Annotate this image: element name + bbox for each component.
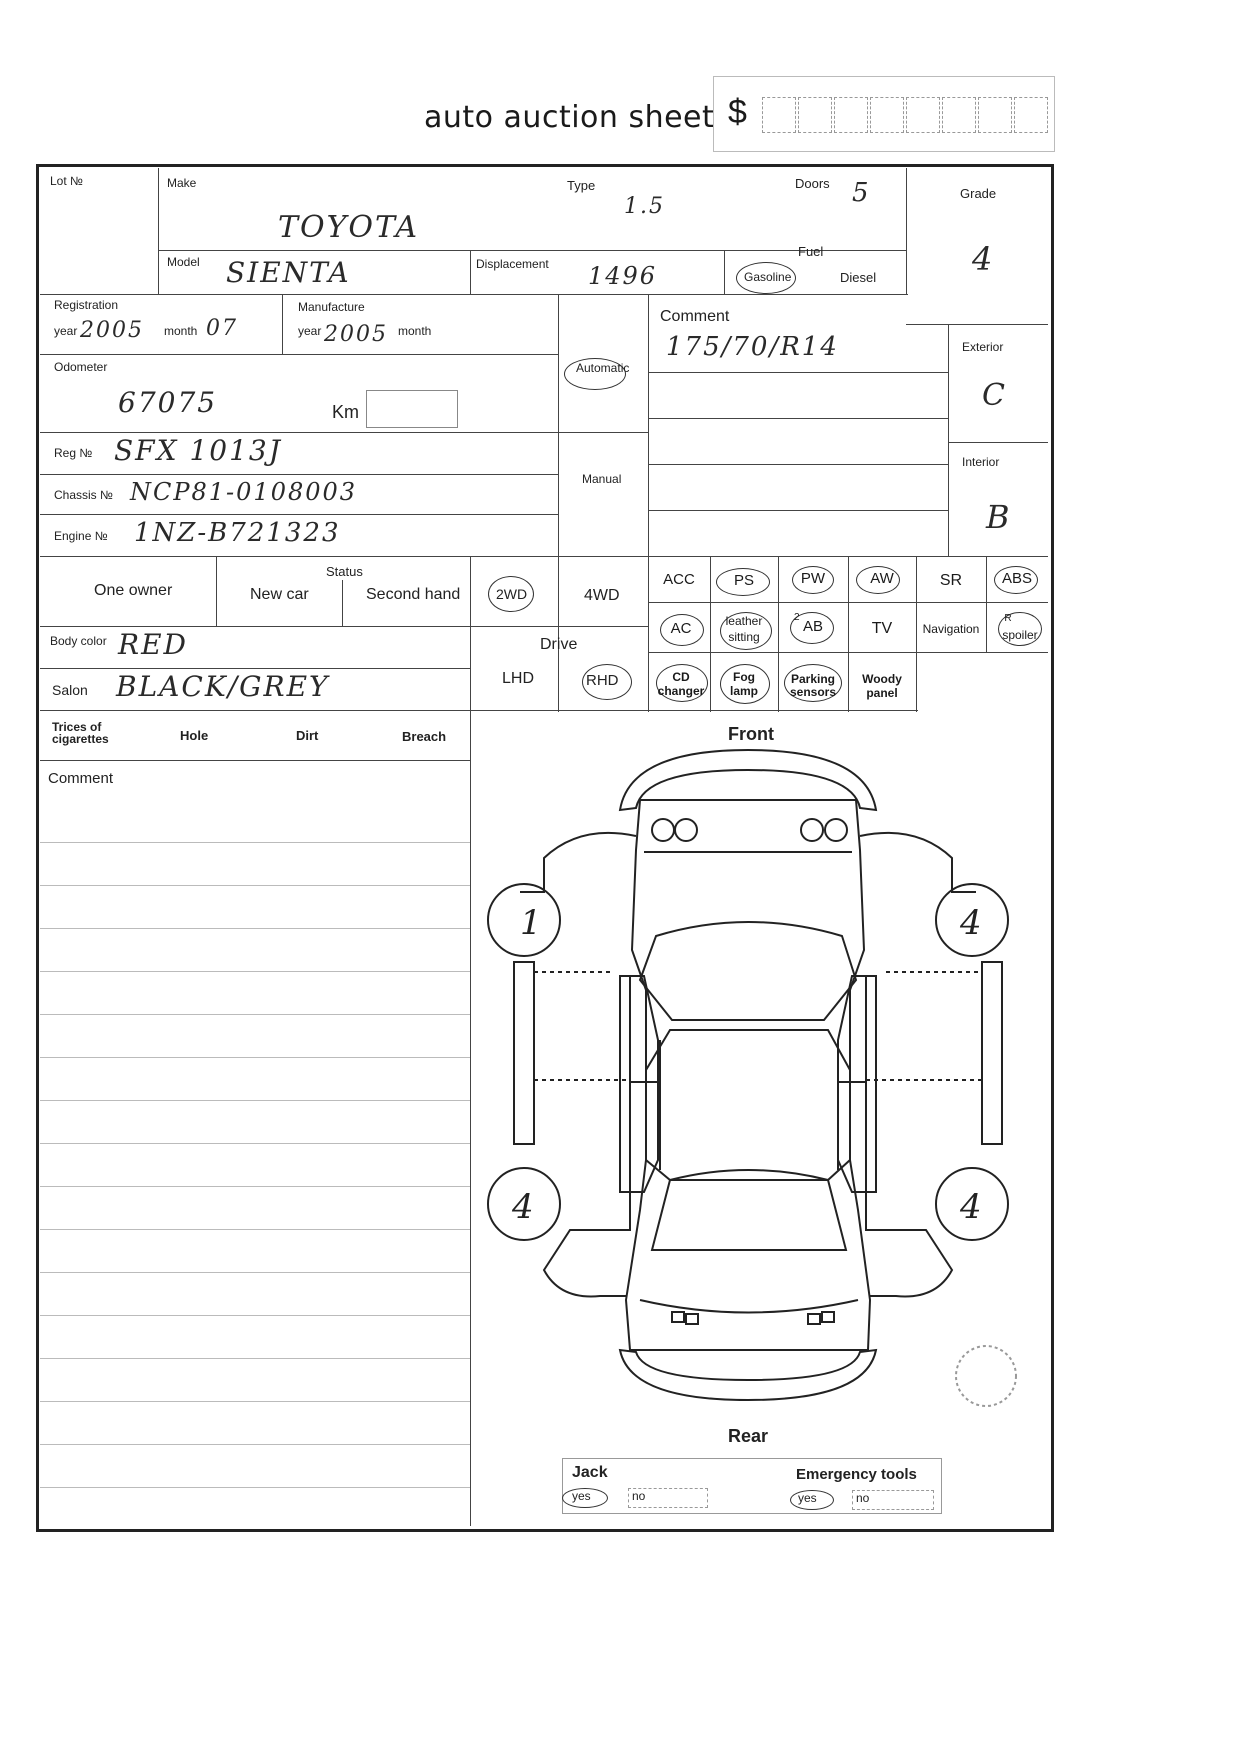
fuel-option-gasoline[interactable]: Gasoline (744, 270, 792, 284)
rear-right-fender (866, 1192, 952, 1296)
mfg-year-value[interactable]: 2005 (324, 322, 388, 347)
type-label: Type (567, 178, 596, 193)
make-label: Make (167, 176, 197, 190)
wheel-front-right-value: 4 (960, 903, 982, 943)
chassis-label: Chassis № (54, 488, 113, 502)
defect-breach[interactable]: Breach (402, 729, 447, 744)
option-leather-line2[interactable]: sitting (728, 630, 760, 644)
chassis-value[interactable]: NCP81-0108003 (130, 478, 358, 506)
right-mirror-area (838, 976, 876, 1192)
interior-value[interactable]: B (986, 498, 1012, 536)
sheet-title: auto auction sheet (424, 100, 715, 135)
reg-month-label: month (164, 324, 198, 338)
option-fog-line2[interactable]: lamp (729, 684, 758, 698)
doors-value[interactable]: 5 (852, 178, 871, 208)
option-spoiler-line1[interactable]: R (1004, 613, 1012, 624)
rear-window (652, 1170, 846, 1250)
option-pw[interactable]: PW (800, 570, 826, 587)
displacement-value[interactable]: 1496 (588, 262, 658, 290)
drive-label: Drive (540, 636, 578, 653)
option-navigation[interactable]: Navigation (922, 622, 980, 636)
car-damage-diagram[interactable] (480, 740, 1040, 1420)
drive-rhd[interactable]: RHD (586, 672, 619, 689)
option-parking-line1[interactable]: Parking (790, 672, 835, 686)
comment-top-value[interactable]: 175/70/R14 (666, 332, 839, 362)
price-digit-boxes (762, 97, 1046, 133)
status-label: Status (326, 564, 363, 579)
odometer-value[interactable]: 67075 (118, 386, 218, 419)
exterior-value[interactable]: C (982, 378, 1007, 413)
wheel-rear-left-value: 4 (512, 1187, 534, 1227)
wheel-front-left-value: 1 (520, 903, 542, 943)
left-mirror-area (620, 976, 658, 1192)
option-spoiler-line2[interactable]: spoiler (1002, 628, 1038, 642)
engine-label: Engine № (54, 529, 108, 543)
transmission-manual[interactable]: Manual (582, 472, 622, 486)
body-color-value[interactable]: RED (118, 628, 188, 661)
jack-no[interactable]: no (632, 1489, 646, 1503)
taillight-right-1 (808, 1314, 820, 1324)
dollar-sign: $ (728, 93, 747, 131)
roof (646, 1030, 850, 1180)
comment-lines[interactable] (40, 800, 470, 1520)
engine-value[interactable]: 1NZ-B721323 (134, 518, 341, 548)
taillight-left-1 (672, 1312, 684, 1322)
emergency-tools-label: Emergency tools (796, 1466, 917, 1483)
grade-label: Grade (960, 186, 997, 201)
option-cd-line1[interactable]: CD (672, 670, 690, 684)
option-ab[interactable]: AB (802, 618, 823, 635)
option-acc[interactable]: ACC (663, 571, 695, 588)
exterior-label: Exterior (962, 340, 1004, 354)
model-label: Model (167, 255, 200, 269)
taillight-right-2 (822, 1312, 834, 1322)
doors-label: Doors (795, 176, 830, 191)
option-sr[interactable]: SR (939, 572, 963, 589)
odometer-label: Odometer (54, 360, 108, 374)
option-woody-line1[interactable]: Woody (862, 672, 902, 686)
headlight-left-1 (652, 819, 674, 841)
registration-label: Registration (54, 298, 119, 312)
option-ab-number: 2 (794, 612, 800, 623)
left-side-front-door (514, 962, 534, 1144)
mfg-year-label: year (298, 324, 322, 338)
body-color-label: Body color (50, 634, 107, 648)
trunk-line (640, 1300, 858, 1313)
emergency-no[interactable]: no (856, 1491, 870, 1505)
salon-label: Salon (52, 682, 88, 698)
status-second-hand[interactable]: Second hand (366, 586, 461, 603)
option-tv[interactable]: TV (871, 620, 893, 637)
headlight-right-2 (825, 819, 847, 841)
make-value[interactable]: TOYOTA (278, 210, 420, 245)
stamp-circle (956, 1346, 1016, 1406)
reg-year-value[interactable]: 2005 (80, 318, 144, 343)
comment-bottom-label: Comment (48, 770, 114, 787)
reg-month-value[interactable]: 07 (206, 316, 238, 341)
rear-left-fender (544, 1192, 630, 1296)
manufacture-label: Manufacture (298, 300, 365, 314)
headlight-right-1 (801, 819, 823, 841)
front-right-fender (860, 833, 976, 892)
reg-no-value[interactable]: SFX 1013J (114, 434, 282, 467)
taillight-left-2 (686, 1314, 698, 1324)
status-one-owner[interactable]: One owner (94, 582, 173, 599)
km-label: Km (332, 402, 359, 422)
option-woody-line2[interactable]: panel (866, 686, 898, 700)
price-box[interactable] (713, 76, 1055, 152)
right-side-front-door (982, 962, 1002, 1144)
jack-label: Jack (572, 1464, 608, 1481)
salon-value[interactable]: BLACK/GREY (116, 670, 330, 703)
displacement-label: Displacement (476, 257, 549, 271)
wheel-rear-right-value: 4 (960, 1187, 982, 1227)
windshield (640, 922, 856, 1020)
lot-label: Lot № (50, 174, 83, 188)
rear-bumper (620, 1350, 876, 1400)
transmission-automatic[interactable]: Automatic (576, 361, 630, 375)
diagram-front-label: Front (728, 724, 774, 744)
defect-dirt[interactable]: Dirt (296, 728, 319, 743)
drive-4wd[interactable]: 4WD (584, 587, 620, 604)
defect-trices-line2[interactable]: cigarettes (52, 732, 109, 746)
emergency-yes[interactable]: yes (798, 1491, 817, 1505)
interior-label: Interior (962, 455, 1000, 469)
option-parking-line2[interactable]: sensors (789, 685, 837, 699)
drive-lhd[interactable]: LHD (502, 670, 535, 687)
option-ac[interactable]: AC (670, 620, 692, 637)
jack-yes[interactable]: yes (572, 1489, 591, 1503)
status-new-car[interactable]: New car (250, 586, 309, 603)
reg-year-label: year (54, 324, 78, 338)
km-box[interactable] (366, 390, 458, 428)
comment-top-label: Comment (660, 308, 730, 325)
diagram-rear-label: Rear (728, 1426, 769, 1446)
mfg-month-label: month (398, 324, 432, 338)
option-ps[interactable]: PS (733, 572, 754, 589)
drive-2wd[interactable]: 2WD (496, 586, 528, 602)
fuel-label: Fuel (798, 244, 824, 259)
option-leather-line1[interactable]: leather (725, 614, 763, 628)
car-body-outline (626, 800, 870, 1350)
front-left-fender (520, 833, 636, 892)
lot-field[interactable] (42, 194, 154, 290)
option-cd-line2[interactable]: changer (657, 684, 705, 698)
model-value[interactable]: SIENTA (226, 256, 351, 289)
defect-hole[interactable]: Hole (180, 728, 209, 743)
fuel-option-diesel[interactable]: Diesel (840, 270, 877, 285)
reg-no-label: Reg № (54, 446, 93, 460)
type-value[interactable]: 1.5 (624, 194, 665, 219)
headlight-left-2 (675, 819, 697, 841)
defect-trices-line1[interactable]: Trices of (52, 720, 102, 734)
grade-value[interactable]: 4 (972, 240, 995, 278)
option-abs[interactable]: ABS (1001, 570, 1032, 587)
option-fog-line1[interactable]: Fog (733, 670, 755, 684)
option-aw[interactable]: AW (870, 570, 894, 587)
